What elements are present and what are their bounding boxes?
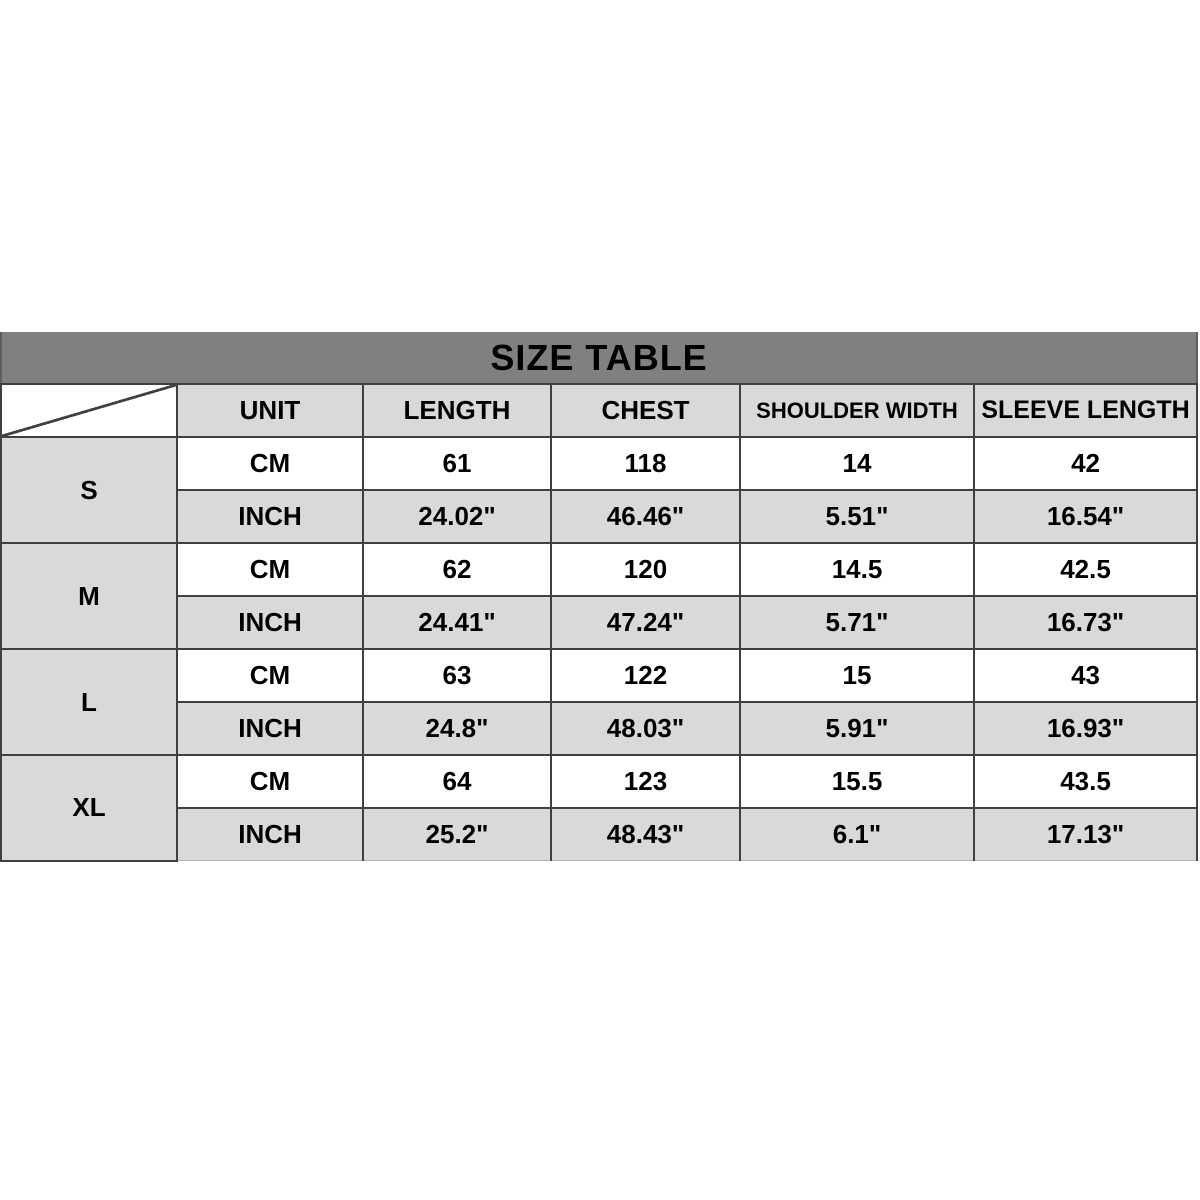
value-cell: 42.5 xyxy=(974,543,1197,596)
value-cell: 24.41" xyxy=(363,596,551,649)
value-cell: 47.24" xyxy=(551,596,740,649)
value-cell: 15 xyxy=(740,649,974,702)
size-label-m: M xyxy=(1,543,177,649)
size-label-xl: XL xyxy=(1,755,177,861)
value-cell: 64 xyxy=(363,755,551,808)
size-label-s: S xyxy=(1,437,177,543)
table-row xyxy=(1,490,1197,543)
size-label-l: L xyxy=(1,649,177,755)
size-table-title: SIZE TABLE xyxy=(1,332,1197,384)
col-header-chest: CHEST xyxy=(551,384,740,437)
value-cell: 5.51" xyxy=(740,490,974,543)
col-header-sleeve-length: SLEEVE LENGTH xyxy=(974,384,1197,437)
value-cell: 16.93" xyxy=(974,702,1197,755)
title-row xyxy=(1,332,1197,384)
table-row xyxy=(1,755,1197,808)
value-cell: 62 xyxy=(363,543,551,596)
value-cell: 14.5 xyxy=(740,543,974,596)
value-cell: 16.73" xyxy=(974,596,1197,649)
unit-cell-inch: INCH xyxy=(177,596,363,649)
unit-cell-inch: INCH xyxy=(177,702,363,755)
unit-cell-cm: CM xyxy=(177,437,363,490)
table-row xyxy=(1,543,1197,596)
table-row xyxy=(1,808,1197,861)
value-cell: 48.03" xyxy=(551,702,740,755)
unit-cell-cm: CM xyxy=(177,649,363,702)
value-cell: 118 xyxy=(551,437,740,490)
table-row xyxy=(1,596,1197,649)
value-cell: 6.1" xyxy=(740,808,974,861)
col-header-unit: UNIT xyxy=(177,384,363,437)
value-cell: 16.54" xyxy=(974,490,1197,543)
unit-cell-inch: INCH xyxy=(177,808,363,861)
value-cell: 123 xyxy=(551,755,740,808)
value-cell: 43.5 xyxy=(974,755,1197,808)
value-cell: 122 xyxy=(551,649,740,702)
unit-cell-cm: CM xyxy=(177,755,363,808)
corner-diagonal-cell xyxy=(1,384,177,437)
table-row xyxy=(1,702,1197,755)
value-cell: 24.02" xyxy=(363,490,551,543)
value-cell: 15.5 xyxy=(740,755,974,808)
col-header-shoulder-width: SHOULDER WIDTH xyxy=(740,384,974,437)
value-cell: 42 xyxy=(974,437,1197,490)
value-cell: 63 xyxy=(363,649,551,702)
value-cell: 14 xyxy=(740,437,974,490)
header-row xyxy=(1,384,1197,437)
value-cell: 46.46" xyxy=(551,490,740,543)
value-cell: 48.43" xyxy=(551,808,740,861)
value-cell: 17.13" xyxy=(974,808,1197,861)
value-cell: 5.71" xyxy=(740,596,974,649)
value-cell: 25.2" xyxy=(363,808,551,861)
table-row xyxy=(1,649,1197,702)
size-table xyxy=(0,332,1198,862)
value-cell: 120 xyxy=(551,543,740,596)
unit-cell-cm: CM xyxy=(177,543,363,596)
col-header-length: LENGTH xyxy=(363,384,551,437)
value-cell: 43 xyxy=(974,649,1197,702)
table-row xyxy=(1,437,1197,490)
value-cell: 24.8" xyxy=(363,702,551,755)
unit-cell-inch: INCH xyxy=(177,490,363,543)
value-cell: 61 xyxy=(363,437,551,490)
value-cell: 5.91" xyxy=(740,702,974,755)
